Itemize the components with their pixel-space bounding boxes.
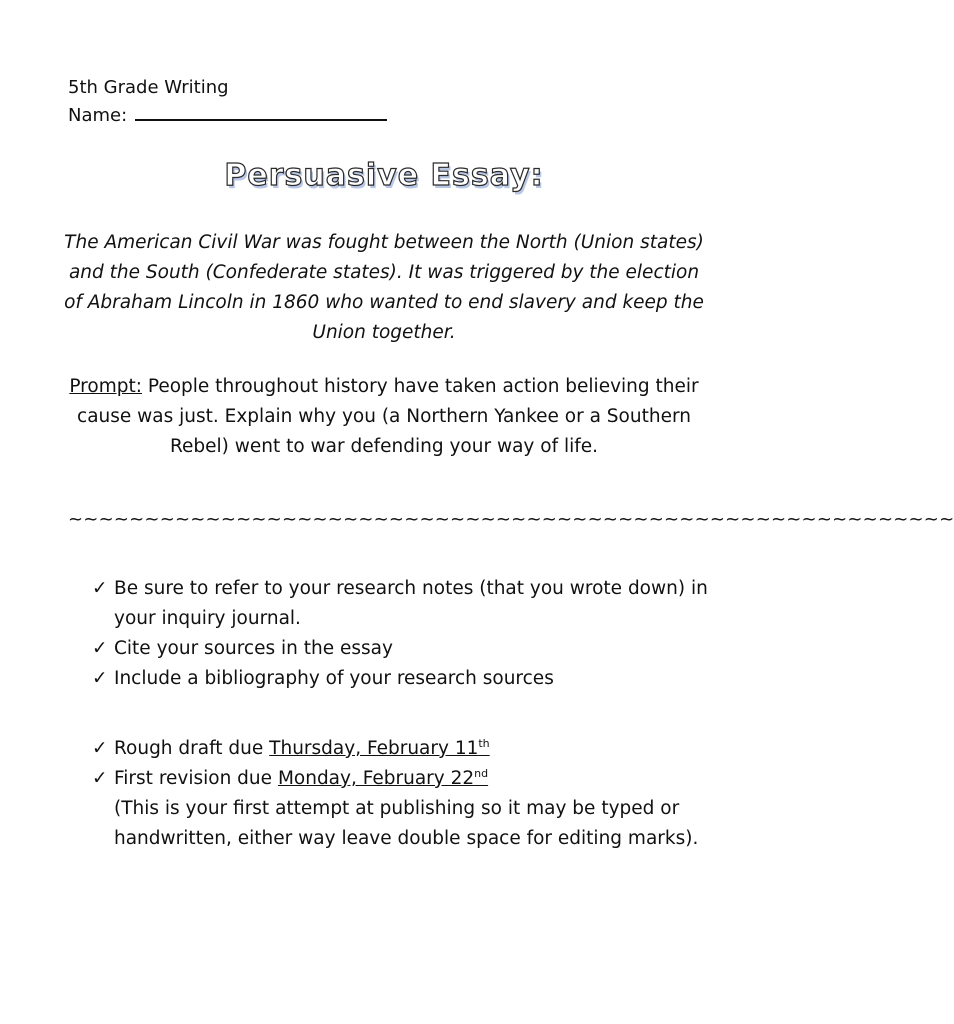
- list-item: [92, 734, 732, 764]
- checkmark-icon: ✓: [92, 668, 108, 689]
- checkmark-icon: ✓: [92, 578, 108, 599]
- tilde-divider: ~~~~~~~~~~~~~~~~~~~~~~~~~~~~~~~~~~~~~~~~~~~~~~~~~~~~~~~~~~: [68, 509, 954, 530]
- list-item: [92, 664, 732, 694]
- date-suffix: th: [478, 736, 490, 750]
- list-item: [92, 574, 732, 634]
- grade-label: 5th Grade Writing: [68, 77, 229, 98]
- deadline-date: [269, 738, 489, 759]
- prompt-text: People throughout history have taken action believing their cause was just. Explain why you (a Northern Yankee or a Southern Rebel) went to war defending your way of life.: [77, 376, 699, 457]
- deadline-note: (This is your first attempt at publishing so it may be typed or handwritten, either way leave double space for editing marks).: [114, 798, 699, 849]
- checkmark-icon: ✓: [92, 738, 108, 759]
- date-suffix: nd: [474, 766, 489, 780]
- prompt-paragraph: [50, 372, 718, 462]
- requirement-text: Be sure to refer to your research notes (that you wrote down) in your inquiry journal.: [114, 578, 708, 629]
- deadlines-list: [92, 734, 732, 854]
- requirements-list: [92, 574, 732, 694]
- requirement-text: Cite your sources in the essay: [114, 638, 393, 659]
- page-title: Persuasive Essay:: [224, 158, 544, 193]
- deadline-label: First revision due: [114, 768, 273, 789]
- deadline-date-text: Monday, February 22: [277, 768, 475, 789]
- deadline-date-text: Thursday, February 11: [269, 738, 479, 759]
- deadline-label: Rough draft due: [114, 738, 264, 759]
- checkmark-icon: ✓: [92, 638, 108, 659]
- name-label: Name:: [68, 105, 128, 126]
- name-blank-line: [135, 103, 387, 121]
- list-item: [92, 634, 732, 664]
- checkmark-icon: ✓: [92, 768, 108, 789]
- intro-paragraph: The American Civil War was fought between the North (Union states) and the South (Confederate states). It was triggered by the election of Abraham Lincoln in 1860 who wanted to end slavery and keep the Union together.: [64, 232, 704, 343]
- deadline-date: [278, 768, 488, 789]
- prompt-label: Prompt:: [69, 376, 142, 397]
- list-item: [92, 764, 732, 854]
- name-row: [68, 103, 387, 128]
- requirement-text: Include a bibliography of your research sources: [114, 668, 554, 689]
